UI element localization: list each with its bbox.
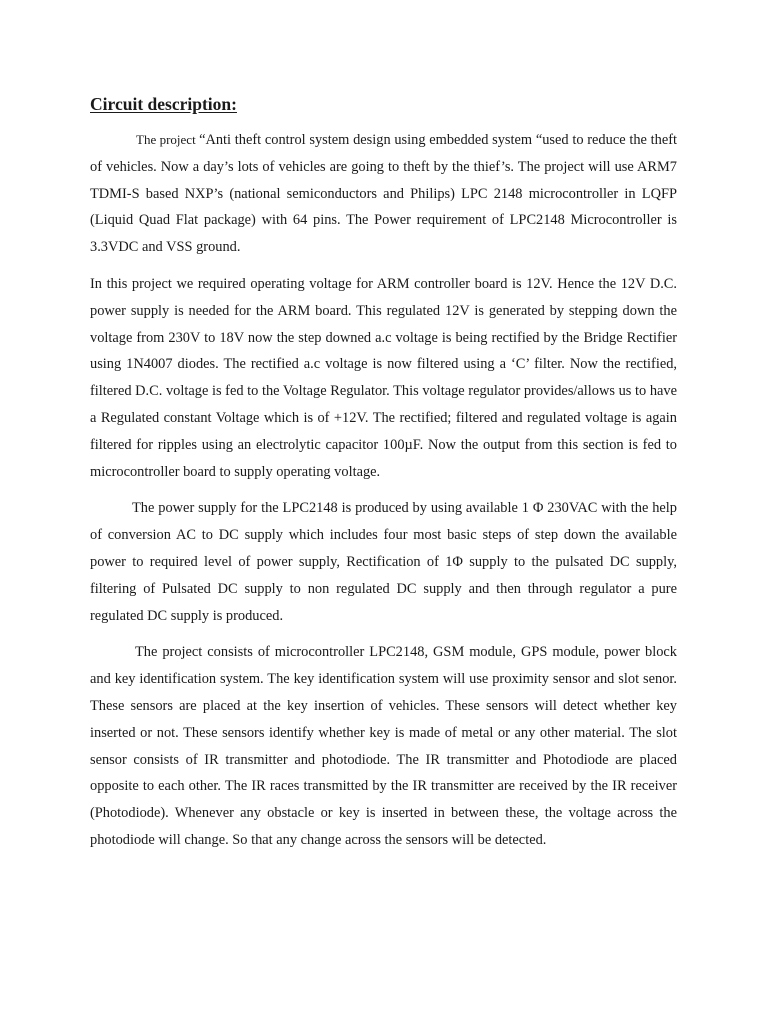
paragraph-power-supply: The power supply for the LPC2148 is produced by using available 1 Φ 230VAC with the help of conversion AC to DC supply which includes four most basic steps of step down the available power to required level of power supply, Rectification of 1Φ supply to the pulsated DC supply, filtering of Pulsated DC supply to non regulated DC supply and then through regulator a pure regulated DC supply is produced. — [90, 500, 677, 624]
paragraph-operating-voltage: In this project we required operating voltage for ARM controller board is 12V. Hence the 12V D.C. power supply is needed for the ARM board. This regulated 12V is generated by stepping down the voltage from 230V to 18V now the step downed a.c voltage is being rectified by the Bridge Rectifier using 1N4007 diodes. The rectified a.c voltage is now filtered using a ‘C’ filter. Now the rectified, filtered D.C. voltage is fed to the Voltage Regulator. This voltage regulator provides/allows us to have a Regulated constant Voltage which is of +12V. The rectified; filtered and regulated voltage is again filtered for ripples using an electrolytic capacitor 100µF. Now the output from this section is fed to microcontroller board to supply operating voltage. — [90, 275, 677, 480]
paragraph-body-text: “Anti theft control system design using embedded system “used to reduce the theft of vehicles. Now a day’s lots of vehicles are going to theft by the thief’s. The project will use ARM7 TDMI-S based NXP’s (national semiconductors and Philips) LPC 2148 microcontroller in LQFP (Liquid Quad Flat package) with 64 pins. The Power requirement of LPC2148 Microcontroller is 3.3VDC and VSS ground. — [90, 132, 678, 256]
paragraph-project-intro — [90, 127, 677, 261]
paragraph-lead-text: The project — [136, 132, 200, 147]
paragraph-system-components: The project consists of microcontroller LPC2148, GSM module, GPS module, power block and key identification system. The key identification system will use proximity sensor and slot senor. These sensors are placed at the key insertion of vehicles. These sensors will detect whether key inserted or not. These sensors identify whether key is made of metal or any other material. The slot sensor consists of IR transmitter and photodiode. The IR transmitter and Photodiode are placed opposite to each other. The IR races transmitted by the IR transmitter are received by the IR receiver (Photodiode). Whenever any obstacle or key is inserted in between these, the voltage across the photodiode will change. So that any change across the sensors will be detected. — [90, 644, 677, 848]
section-heading: Circuit description: — [90, 94, 237, 114]
